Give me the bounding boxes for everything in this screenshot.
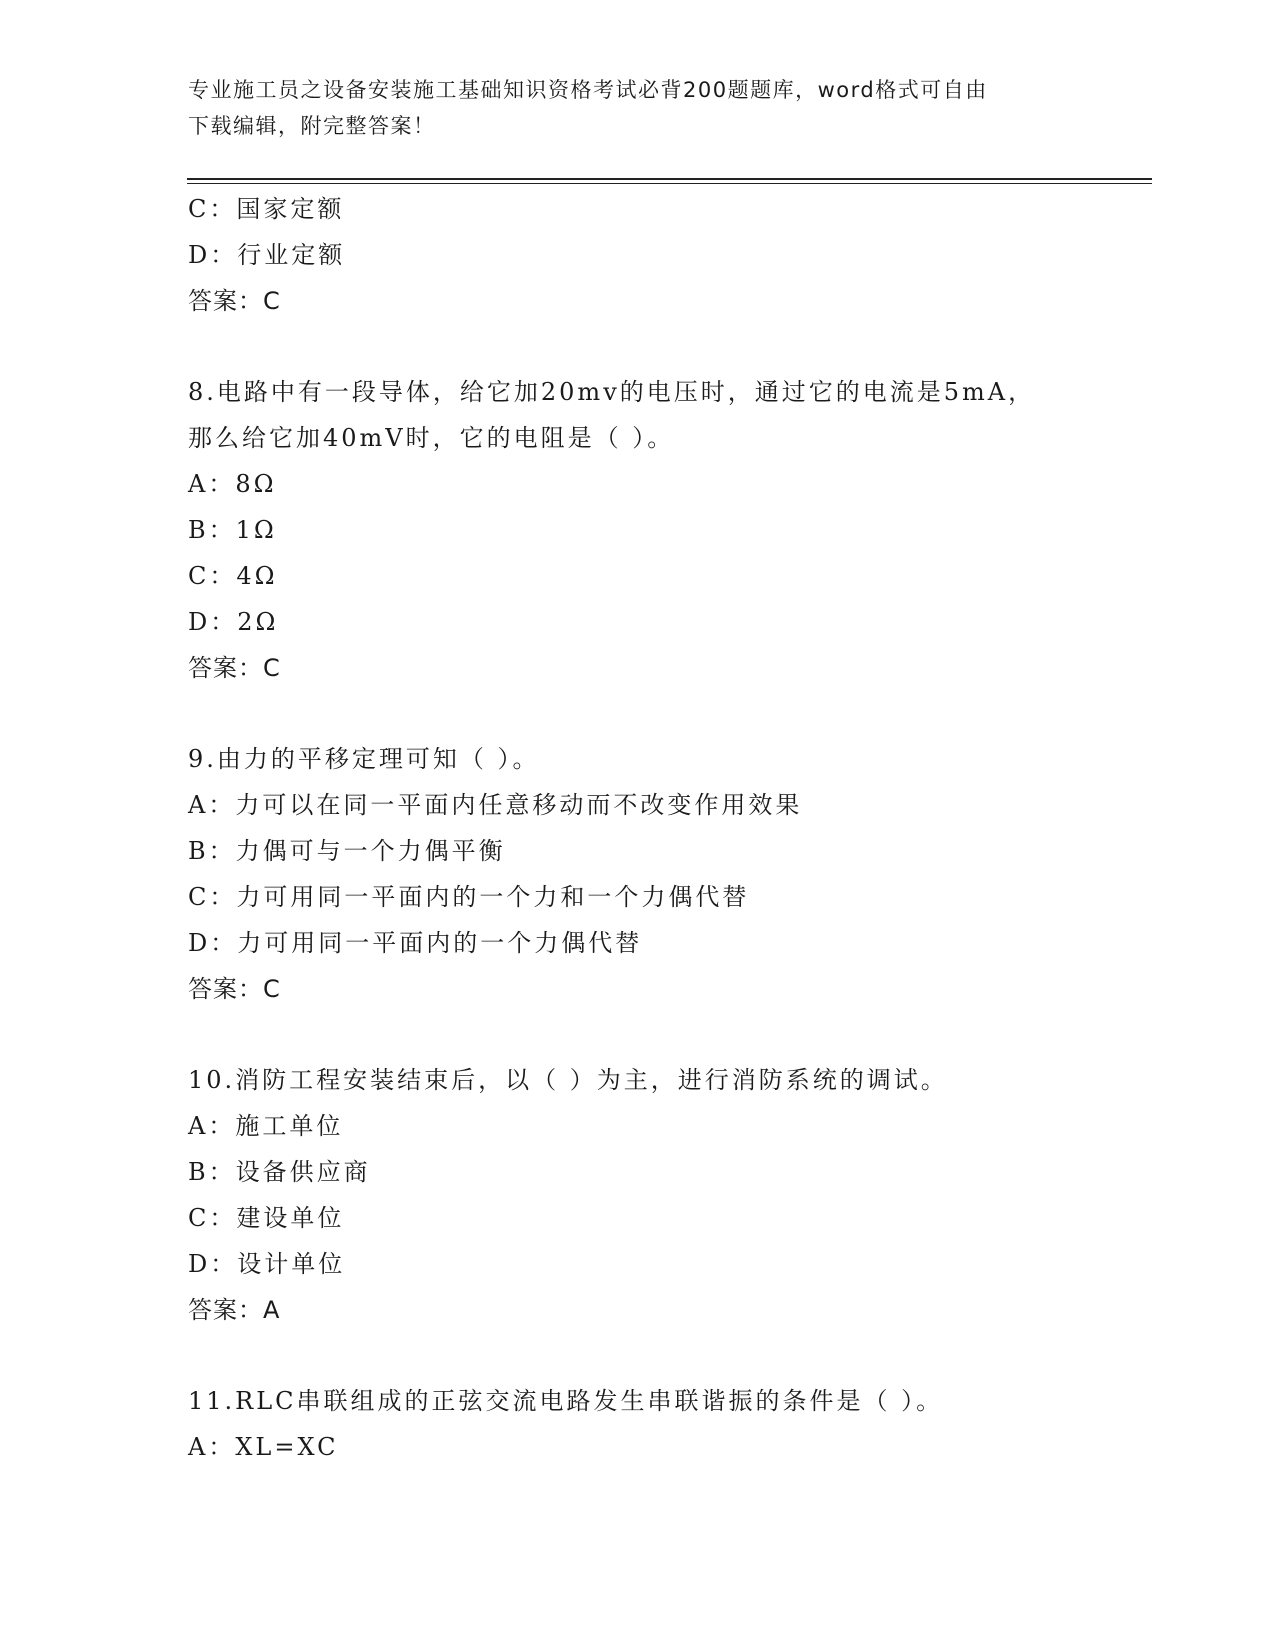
option: C：力可用同一平面内的一个力和一个力偶代替 — [188, 883, 750, 911]
header-line-2: 下载编辑，附完整答案！ — [188, 114, 436, 138]
option: B：力偶可与一个力偶平衡 — [188, 837, 506, 865]
option: D：行业定额 — [188, 241, 346, 269]
answer: 答案：A — [188, 1296, 281, 1324]
question-stem: 8.电路中有一段导体，给它加20mv的电压时，通过它的电流是5mA， — [188, 378, 1036, 406]
answer: 答案：C — [188, 654, 281, 682]
option: D：2Ω — [188, 608, 279, 636]
header-line-1: 专业施工员之设备安装施工基础知识资格考试必背200题题库，word格式可自由 — [188, 78, 988, 102]
answer: 答案：C — [188, 287, 281, 315]
document-header — [188, 72, 1068, 144]
option: D：力可用同一平面内的一个力偶代替 — [188, 929, 643, 957]
option: C：建设单位 — [188, 1204, 345, 1232]
option: C：国家定额 — [188, 195, 345, 223]
question-stem: 10.消防工程安装结束后，以（ ）为主，进行消防系统的调试。 — [188, 1066, 948, 1094]
question-stem: 9.由力的平移定理可知（ ）。 — [188, 745, 540, 773]
question-list — [188, 186, 1088, 1470]
question-block — [188, 186, 1088, 324]
option: A：施工单位 — [188, 1112, 344, 1140]
question-block — [188, 1057, 1088, 1333]
question-block — [188, 369, 1088, 691]
option: B：1Ω — [188, 516, 277, 544]
option: A：XL=XC — [188, 1433, 339, 1461]
question-block — [188, 1378, 1088, 1470]
option: A：8Ω — [188, 470, 277, 498]
option: A：力可以在同一平面内任意移动而不改变作用效果 — [188, 791, 803, 819]
option: D：设计单位 — [188, 1250, 346, 1278]
question-block — [188, 736, 1088, 1012]
answer: 答案：C — [188, 975, 281, 1003]
option: C：4Ω — [188, 562, 278, 590]
option: B：设备供应商 — [188, 1158, 371, 1186]
question-stem: 11.RLC串联组成的正弦交流电路发生串联谐振的条件是（ ）。 — [188, 1387, 944, 1415]
question-stem: 那么给它加40mV时，它的电阻是（ ）。 — [188, 424, 675, 452]
header-divider-thin — [187, 183, 1152, 184]
header-divider-thick — [187, 178, 1152, 180]
